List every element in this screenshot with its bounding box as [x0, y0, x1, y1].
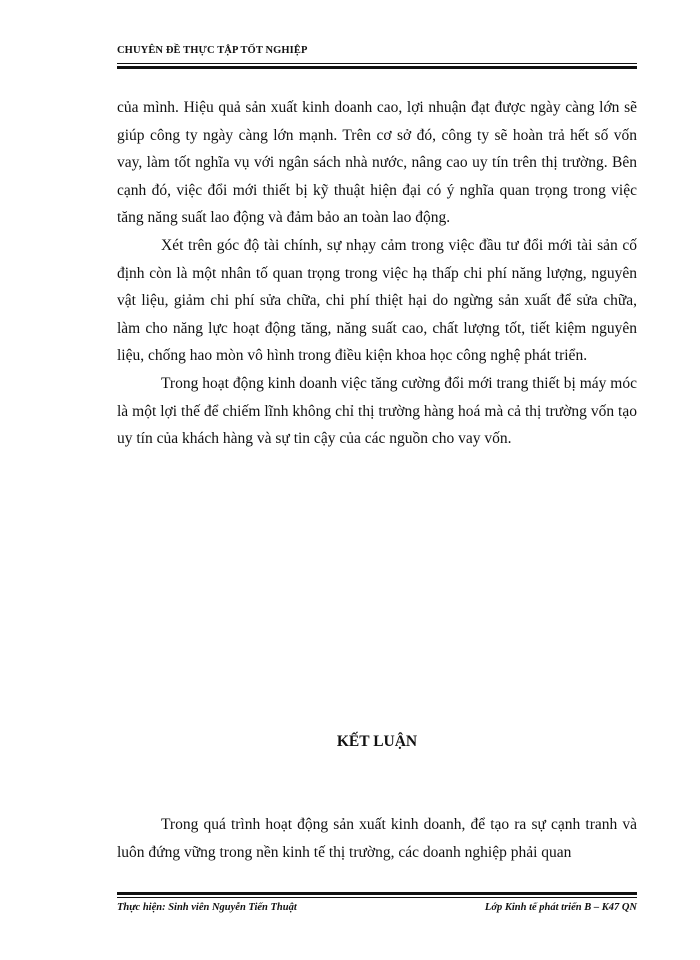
conclusion-text [117, 811, 637, 867]
conclusion-heading: KẾT LUẬN [336, 733, 418, 750]
header-title: CHUYÊN ĐỀ THỰC TẬP TỐT NGHIỆP [117, 45, 308, 56]
paragraph-conclusion: Trong quá trình hoạt động sản xuất kinh doanh, để tạo ra sự cạnh tranh và luôn đứng vững trong nền kinh tế thị trường, các doanh nghiệp phải quan [117, 816, 637, 861]
header-rule-thick [117, 66, 637, 69]
header-rule-thin [117, 63, 637, 64]
paragraph-business: Trong hoạt động kinh doanh việc tăng cường đổi mới trang thiết bị máy móc là một lợi thế để chiếm lĩnh không chỉ thị trường hàng hoá mà cả thị trường vốn tạo uy tín của khách hàng và sự tin cậy của các nguồn cho vay vốn. [117, 374, 637, 448]
body-text [117, 94, 637, 453]
footer-rule-thin [117, 897, 637, 898]
footer-author: Thực hiện: Sinh viên Nguyễn Tiến Thuật [117, 902, 297, 913]
footer-class: Lớp Kinh tế phát triển B – K47 QN [484, 902, 637, 913]
paragraph-financial: Xét trên góc độ tài chính, sự nhạy cảm trong việc đầu tư đổi mới tài sản cố định còn là một nhân tố quan trọng trong việc hạ thấp chi phí năng lượng, nguyên vật liệu, giảm chi phí sửa chữa, chi phí thiệt hại do ngừng sản xuất để sửa chữa, làm cho năng lực hoạt động tăng, năng suất cao, chất lượng tốt, tiết kiệm nguyên liệu, chống hao mòn vô hình trong điều kiện khoa học công nghệ phát triển. [117, 236, 637, 365]
footer-rule-thick [117, 892, 637, 895]
paragraph-continuation: của mình. Hiệu quả sản xuất kinh doanh cao, lợi nhuận đạt được ngày càng lớn sẽ giúp công ty ngày càng lớn mạnh. Trên cơ sở đó, công ty sẽ hoàn trả hết số vốn vay, làm tốt nghĩa vụ với ngân sách nhà nước, nâng cao uy tín trên thị trường. Bên cạnh đó, việc đổi mới thiết bị kỹ thuật hiện đại có ý nghĩa quan trọng trong việc tăng năng suất lao động và đảm bảo an toàn lao động. [117, 99, 637, 227]
